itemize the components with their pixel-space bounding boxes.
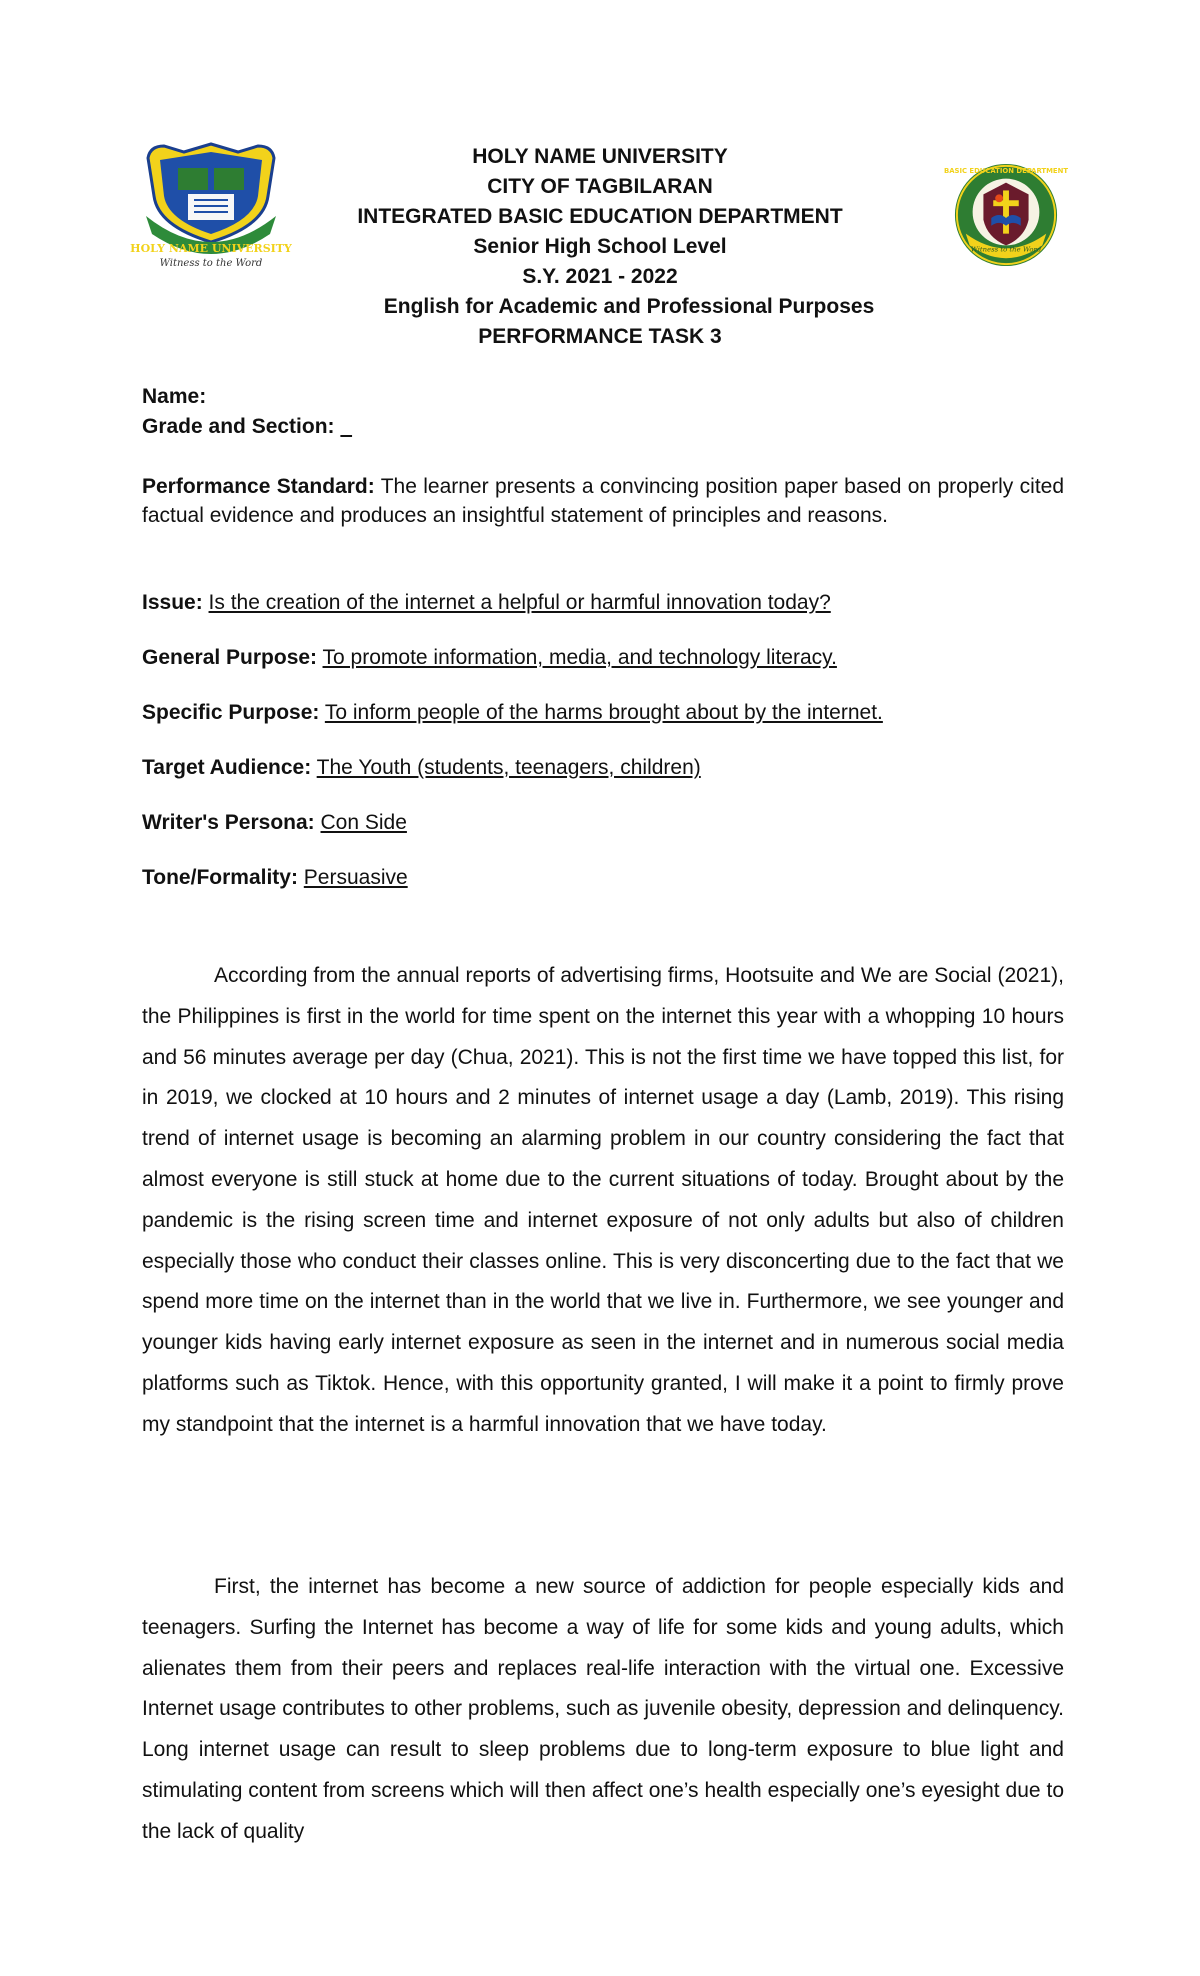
basic-education-department-logo bbox=[943, 160, 1069, 270]
performance-standard-label: Performance Standard: bbox=[142, 475, 375, 498]
field-specific-purpose bbox=[142, 698, 1064, 728]
performance-standard-text: The learner presents a convincing position paper based on properly cited factual evidence and produces an insightful statement of principles and reasons. bbox=[142, 475, 1065, 527]
city-name: CITY OF TAGBILARAN bbox=[487, 175, 713, 198]
field-label: Writer's Persona: bbox=[142, 811, 315, 834]
task-fields bbox=[142, 588, 1064, 918]
course-title: English for Academic and Professional Purposes bbox=[383, 295, 875, 318]
school-year: S.Y. 2021 - 2022 bbox=[522, 265, 678, 288]
logo-right-motto: Witness to the Word bbox=[970, 245, 1042, 254]
logo-left-name: HOLY NAME UNIVERSITY bbox=[130, 242, 292, 255]
performance-standard bbox=[142, 472, 1064, 530]
field-value: To inform people of the harms brought about by the internet. bbox=[324, 701, 883, 724]
field-value: To promote information, media, and technology literacy. bbox=[322, 646, 837, 669]
field-writers-persona bbox=[142, 808, 1064, 838]
field-label: Issue: bbox=[142, 591, 203, 614]
field-general-purpose bbox=[142, 643, 1064, 673]
department-name: INTEGRATED BASIC EDUCATION DEPARTMENT bbox=[357, 205, 843, 228]
field-value: Is the creation of the internet a helpful or harmful innovation today? bbox=[208, 591, 831, 614]
field-label: Specific Purpose: bbox=[142, 701, 320, 724]
field-value: Con Side bbox=[320, 811, 407, 834]
student-info bbox=[142, 382, 1064, 442]
name-label: Name: bbox=[142, 385, 207, 408]
field-target-audience bbox=[142, 753, 1064, 783]
holy-name-university-logo bbox=[130, 138, 292, 269]
school-level: Senior High School Level bbox=[473, 235, 727, 258]
logo-right-name: BASIC EDUCATION DEPARTMENT bbox=[943, 166, 1069, 175]
document-header bbox=[300, 142, 900, 352]
university-name: HOLY NAME UNIVERSITY bbox=[472, 145, 728, 168]
field-tone-formality bbox=[142, 863, 1064, 893]
field-label: General Purpose: bbox=[142, 646, 318, 669]
grade-section-label: Grade and Section: bbox=[142, 415, 335, 438]
field-label: Tone/Formality: bbox=[142, 866, 298, 889]
field-value: Persuasive bbox=[303, 866, 408, 889]
field-label: Target Audience: bbox=[142, 756, 312, 779]
body-paragraph-2: First, the internet has become a new source of addiction for people especially kids and teenagers. Surfing the Internet has become a way of life for some kids and young adults, which alienates them from their peers and replaces real-life interaction with the virtual one. Excessive Internet usage contributes to other problems, such as juvenile obesity, depression and delinquency. Long internet usage can result to sleep problems due to long-term exposure to blue light and stimulating content from screens which will then affect one’s health especially one’s eyesight due to the lack of quality bbox=[142, 1575, 1064, 1843]
body-paragraph-1: According from the annual reports of advertising firms, Hootsuite and We are Social (2021), the Philippines is first in the world for time spent on the internet this year with a whopping 10 hours and 56 minutes average per day (Chua, 2021). This is not the first time we have topped this list, for in 2019, we clocked at 10 hours and 2 minutes of internet usage a day (Lamb, 2019). This rising trend of internet usage is becoming an alarming problem in our country considering the fact that almost everyone is still stuck at home due to the current situations of today. Brought about by the pandemic is the rising screen time and internet exposure of not only adults but also of children especially those who conduct their classes online. This is very disconcerting due to the fact that we spend more time on the internet than in the world that we live in. Furthermore, we see younger and younger kids having early internet exposure as seen in the internet and in numerous social media platforms such as Tiktok. Hence, with this opportunity granted, I will make it a point to firmly prove my standpoint that the internet is a harmful innovation that we have today. bbox=[142, 964, 1064, 1436]
field-issue bbox=[142, 588, 1064, 618]
task-title: PERFORMANCE TASK 3 bbox=[478, 325, 722, 348]
field-value: The Youth (students, teenagers, children) bbox=[316, 756, 701, 779]
logo-left-motto: Witness to the Word bbox=[159, 258, 263, 269]
grade-section-blank bbox=[340, 415, 352, 438]
